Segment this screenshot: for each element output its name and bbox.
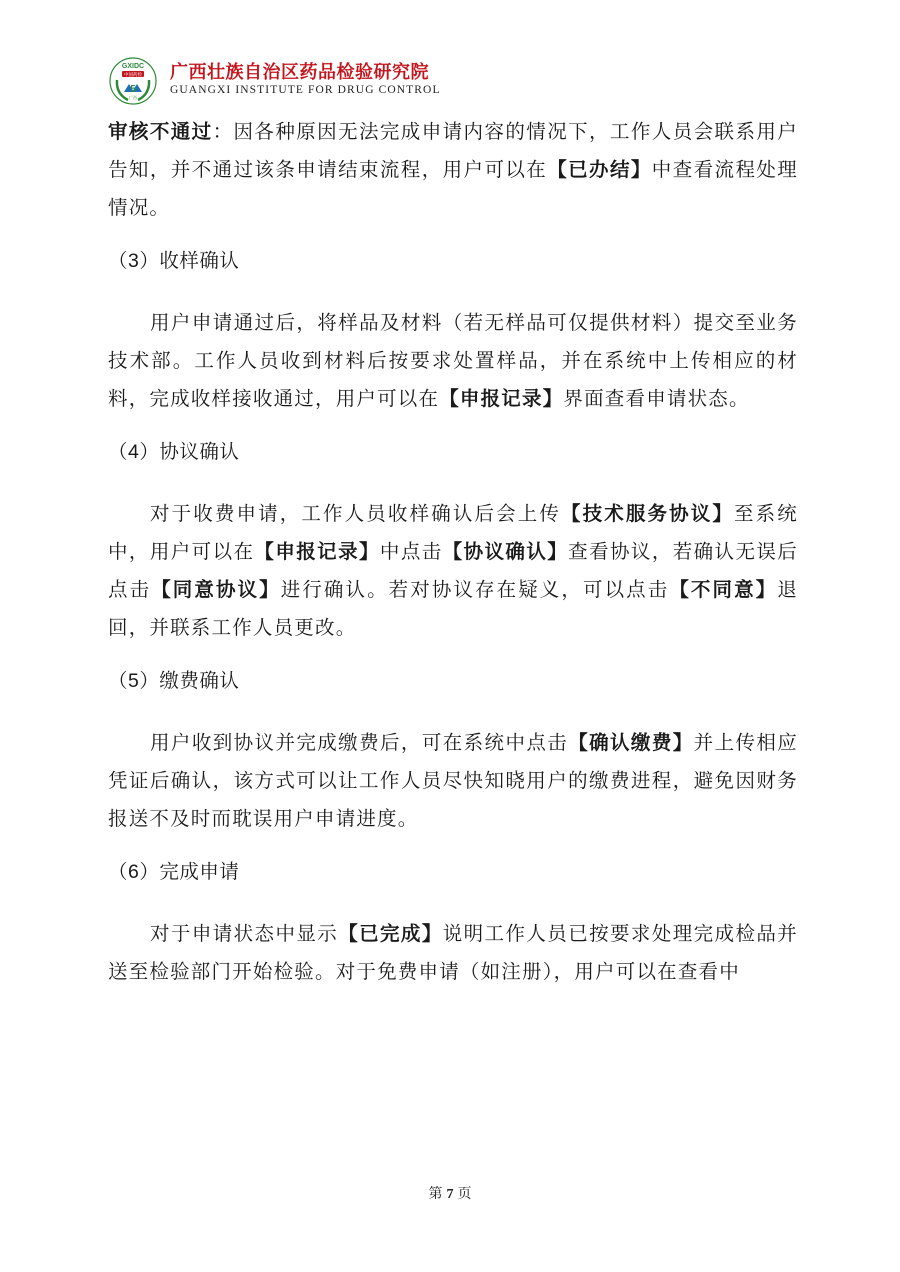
page-header: [108, 56, 528, 106]
paragraph-text: 对于收费申请，工作人员收样确认后会上传: [150, 502, 561, 525]
term-confirm-payment: 【确认缴费】: [568, 731, 694, 754]
paragraph-text: 退回，并联系工作人员更改。: [108, 578, 798, 639]
paragraph-agreement-confirm: [108, 495, 798, 647]
paragraph-text: 说明工作人员已按要求处理完成检品并送至检验部门开始检验。对于免费申请（如注册），用户可以在查看中: [108, 922, 798, 983]
term-disagree: 【不同意】: [669, 578, 778, 601]
heading-number: 3: [128, 250, 140, 272]
term-agreement-confirm: 【协议确认】: [442, 540, 569, 563]
heading-title: ）缴费确认: [139, 669, 240, 692]
logo-subtitle: 中国药检: [124, 73, 142, 78]
section-heading-5: [108, 662, 798, 700]
heading-paren-open: （: [108, 249, 129, 272]
page-footer: [0, 1183, 900, 1203]
term-completed-tab: 【已办结】: [547, 158, 652, 181]
page-number-suffix: 页: [457, 1187, 472, 1202]
logo-region: 广西: [129, 95, 137, 100]
paragraph-text: 中查看流程处理情况。: [108, 158, 798, 219]
term-review-rejected: 审核不通过: [108, 120, 213, 143]
paragraph-review-rejected: [108, 113, 798, 227]
paragraph-text: 进行确认。若对协议存在疑义，可以点击: [280, 578, 670, 601]
term-records: 【申报记录】: [439, 387, 564, 410]
paragraph-text: 至系统中，用户可以在: [108, 502, 798, 563]
document-body: [108, 113, 798, 1006]
paragraph-text: ：因各种原因无法完成申请内容的情况下，工作人员会联系用户告知，并不通过该条申请结束流程，用户可以在: [108, 120, 798, 181]
heading-number: 6: [128, 861, 140, 883]
org-name-en: GUANGXI INSTITUTE FOR DRUG CONTROL: [170, 84, 441, 96]
paragraph-payment-confirm: [108, 724, 798, 838]
term-agree: 【同意协议】: [151, 578, 281, 601]
page-number-prefix: 第: [428, 1187, 443, 1202]
heading-title: ）协议确认: [139, 440, 240, 463]
heading-title: ）收样确认: [139, 249, 240, 272]
logo-number: 5: [130, 84, 136, 95]
term-records: 【申报记录】: [254, 540, 380, 563]
paragraph-complete-application: [108, 915, 798, 991]
paragraph-text: 用户收到协议并完成缴费后，可在系统中点击: [150, 731, 569, 754]
paragraph-text: 查看协议，若确认无误后点击: [108, 540, 799, 601]
term-completed: 【已完成】: [338, 922, 443, 945]
section-heading-3: [108, 242, 798, 280]
logo-acronym: GXIDC: [121, 63, 145, 70]
heading-number: 4: [128, 441, 140, 463]
org-name-cn: 广西壮族自治区药品检验研究院: [170, 62, 429, 83]
paragraph-sample-confirm: [108, 304, 798, 418]
heading-paren-open: （: [108, 860, 129, 883]
paragraph-text: 界面查看申请状态。: [563, 387, 750, 410]
heading-number: 5: [128, 670, 140, 692]
heading-paren-open: （: [108, 669, 129, 692]
paragraph-text: 用户申请通过后，将样品及材料（若无样品可仅提供材料）提交至业务技术部。工作人员收到材料后按要求处置样品，并在系统中上传相应的材料，完成收样接收通过，用户可以在: [108, 311, 798, 410]
section-heading-4: [108, 433, 798, 471]
page-number: 7: [446, 1187, 454, 1202]
institute-logo-icon: [108, 56, 158, 106]
heading-title: ）完成申请: [139, 860, 240, 883]
paragraph-text: 对于申请状态中显示: [150, 922, 339, 945]
term-service-agreement: 【技术服务协议】: [560, 502, 735, 525]
paragraph-text: 并上传相应凭证后确认，该方式可以让工作人员尽快知晓用户的缴费进程，避免因财务报送不及时而耽误用户申请进度。: [108, 731, 798, 830]
section-heading-6: [108, 853, 798, 891]
paragraph-text: 中点击: [379, 540, 443, 563]
heading-paren-open: （: [108, 440, 129, 463]
